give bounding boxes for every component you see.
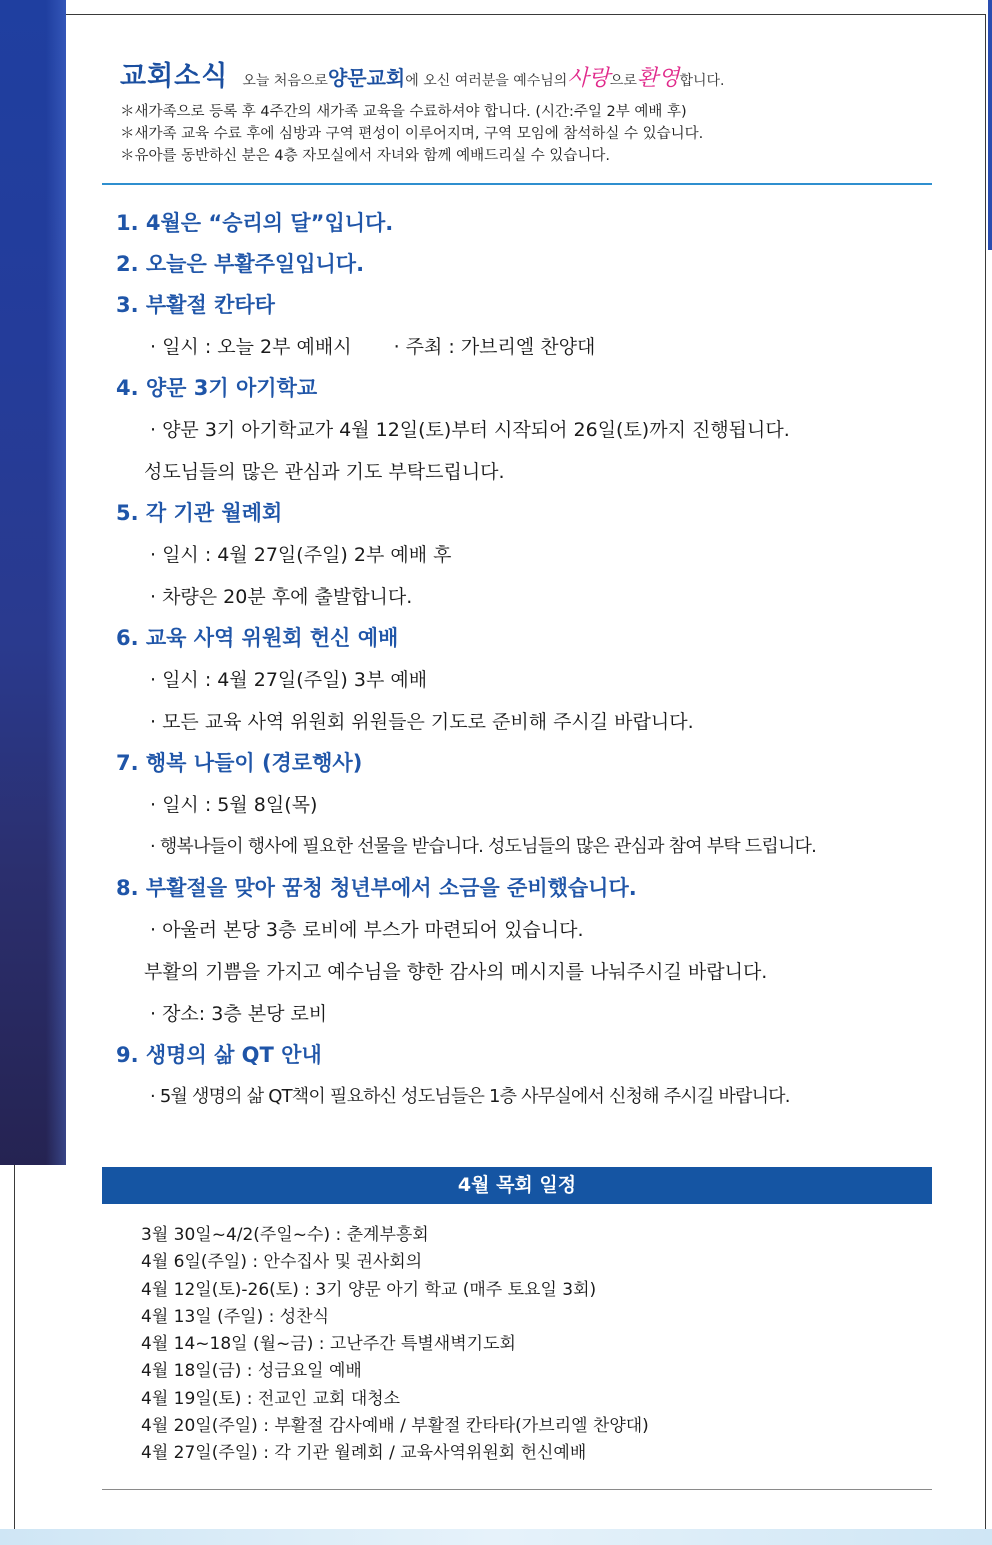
announcement-line: · 장소: 3층 본당 로비 <box>150 1003 328 1025</box>
announcement-item-6 <box>116 618 956 743</box>
page-title: 교회소식 <box>120 61 229 92</box>
announcement-line: · 행복나들이 행사에 필요한 선물을 받습니다. 성도님들의 많은 관심과 참여 부탁 드립니다. <box>150 836 817 857</box>
announcement-title: 5. 각 기관 월례회 <box>116 501 283 525</box>
announcement-line: 성도님들의 많은 관심과 기도 부탁드립니다. <box>144 461 505 483</box>
bottom-decorative-strip <box>0 1529 992 1545</box>
announcement-title: 4. 양문 3기 아기학교 <box>116 376 318 400</box>
announcement-title: 1. 4월은 “승리의 달”입니다. <box>116 211 394 235</box>
love-word: 사랑 <box>567 66 610 91</box>
announcement-line: · 일시 : 5월 8일(목) <box>150 794 318 816</box>
announcement-line: · 일시 : 4월 27일(주일) 3부 예배 <box>150 669 428 691</box>
header-divider <box>102 183 932 185</box>
schedule-row: 3월 30일~4/2(주일~수) : 춘계부흥회 <box>141 1225 429 1245</box>
newcomer-note: ＊새가족 교육 수료 후에 심방과 구역 편성이 이루어지며, 구역 모임에 참석하실 수 있습니다. <box>120 126 704 142</box>
announcement-item-1 <box>116 203 956 244</box>
schedule-row: 4월 14~18일 (월~금) : 고난주간 특별새벽기도회 <box>141 1334 516 1355</box>
welcome-mid2: 으로 <box>609 73 637 89</box>
announcement-item-2 <box>116 244 956 285</box>
schedule-row: 4월 19일(토) : 전교인 교회 대청소 <box>141 1388 401 1409</box>
announcement-item-5 <box>116 493 956 618</box>
announcement-title: 8. 부활절을 맞아 꿈청 청년부에서 소금을 준비했습니다. <box>116 876 637 900</box>
cantata-time: · 일시 : 오늘 2부 예배시 <box>150 336 352 358</box>
announcement-line: 부활의 기쁨을 가지고 예수님을 향한 감사의 메시지를 나눠주시길 바랍니다. <box>144 961 768 983</box>
left-decorative-band <box>0 0 66 1165</box>
announcement-item-7 <box>116 743 956 868</box>
schedule-row: 4월 13일 (주일) : 성찬식 <box>141 1306 330 1327</box>
announcement-title: 9. 생명의 삶 QT 안내 <box>116 1043 322 1067</box>
announcement-line: · 양문 3기 아기학교가 4월 12일(토)부터 시작되어 26일(토)까지 진행됩니다. <box>150 419 790 441</box>
church-news-header <box>120 54 950 167</box>
announcement-title: 3. 부활절 칸타타 <box>116 293 275 317</box>
schedule-row: 4월 12일(토)-26(토) : 3기 양문 아기 학교 (매주 토요일 3회) <box>141 1279 597 1300</box>
welcome-suffix: 합니다. <box>679 73 725 89</box>
announcement-item-3 <box>116 285 956 368</box>
schedule-row: 4월 18일(금) : 성금요일 예배 <box>141 1361 362 1382</box>
welcome-mid: 에 오신 여러분을 예수님의 <box>405 73 568 89</box>
announcement-title: 7. 행복 나들이 (경로행사) <box>116 751 363 775</box>
schedule-row: 4월 20일(주일) : 부활절 감사예배 / 부활절 칸타타(가브리엘 찬양대) <box>141 1416 649 1437</box>
announcement-title: 6. 교육 사역 위원회 헌신 예배 <box>116 626 399 650</box>
announcement-list <box>116 203 956 1118</box>
announcement-line: · 5월 생명의 삶 QT책이 필요하신 성도님들은 1층 사무실에서 신청해 주시길 바랍니다. <box>150 1086 790 1107</box>
schedule-row: 4월 6일(주일) : 안수집사 및 권사회의 <box>141 1252 423 1273</box>
title-line <box>120 54 950 93</box>
announcement-line: · 차량은 20분 후에 출발합니다. <box>150 586 413 608</box>
schedule-heading: 4월 목회 일정 <box>102 1167 932 1204</box>
newcomer-note: ＊유아를 동반하신 분은 4층 자모실에서 자녀와 함께 예배드리실 수 있습니다. <box>120 148 611 164</box>
welcome-word: 환영 <box>636 66 680 91</box>
announcement-item-9 <box>116 1035 956 1118</box>
schedule-row: 4월 27일(주일) : 각 기관 월례회 / 교육사역위원회 헌신예배 <box>141 1443 587 1464</box>
bottom-divider <box>102 1489 932 1490</box>
schedule-list <box>141 1222 931 1468</box>
announcement-line: · 모든 교육 사역 위원회 위원들은 기도로 준비해 주시길 바랍니다. <box>150 711 694 733</box>
right-decorative-strip <box>988 0 992 250</box>
newcomer-notes <box>120 101 950 167</box>
newcomer-note: ＊새가족으로 등록 후 4주간의 새가족 교육을 수료하셔야 합니다. (시간:주일 2부 예배 후) <box>120 104 687 120</box>
announcement-item-4 <box>116 368 956 493</box>
cantata-host: · 주최 : 가브리엘 찬양대 <box>393 336 596 358</box>
announcement-line: · 아울러 본당 3층 로비에 부스가 마련되어 있습니다. <box>150 919 584 941</box>
announcement-line <box>116 326 956 368</box>
welcome-prefix: 오늘 처음으로 <box>242 73 328 89</box>
announcement-line: · 일시 : 4월 27일(주일) 2부 예배 후 <box>150 544 452 566</box>
announcement-item-8 <box>116 868 956 1035</box>
announcement-title: 2. 오늘은 부활주일입니다. <box>116 252 365 276</box>
church-name: 양문교회 <box>327 66 406 90</box>
